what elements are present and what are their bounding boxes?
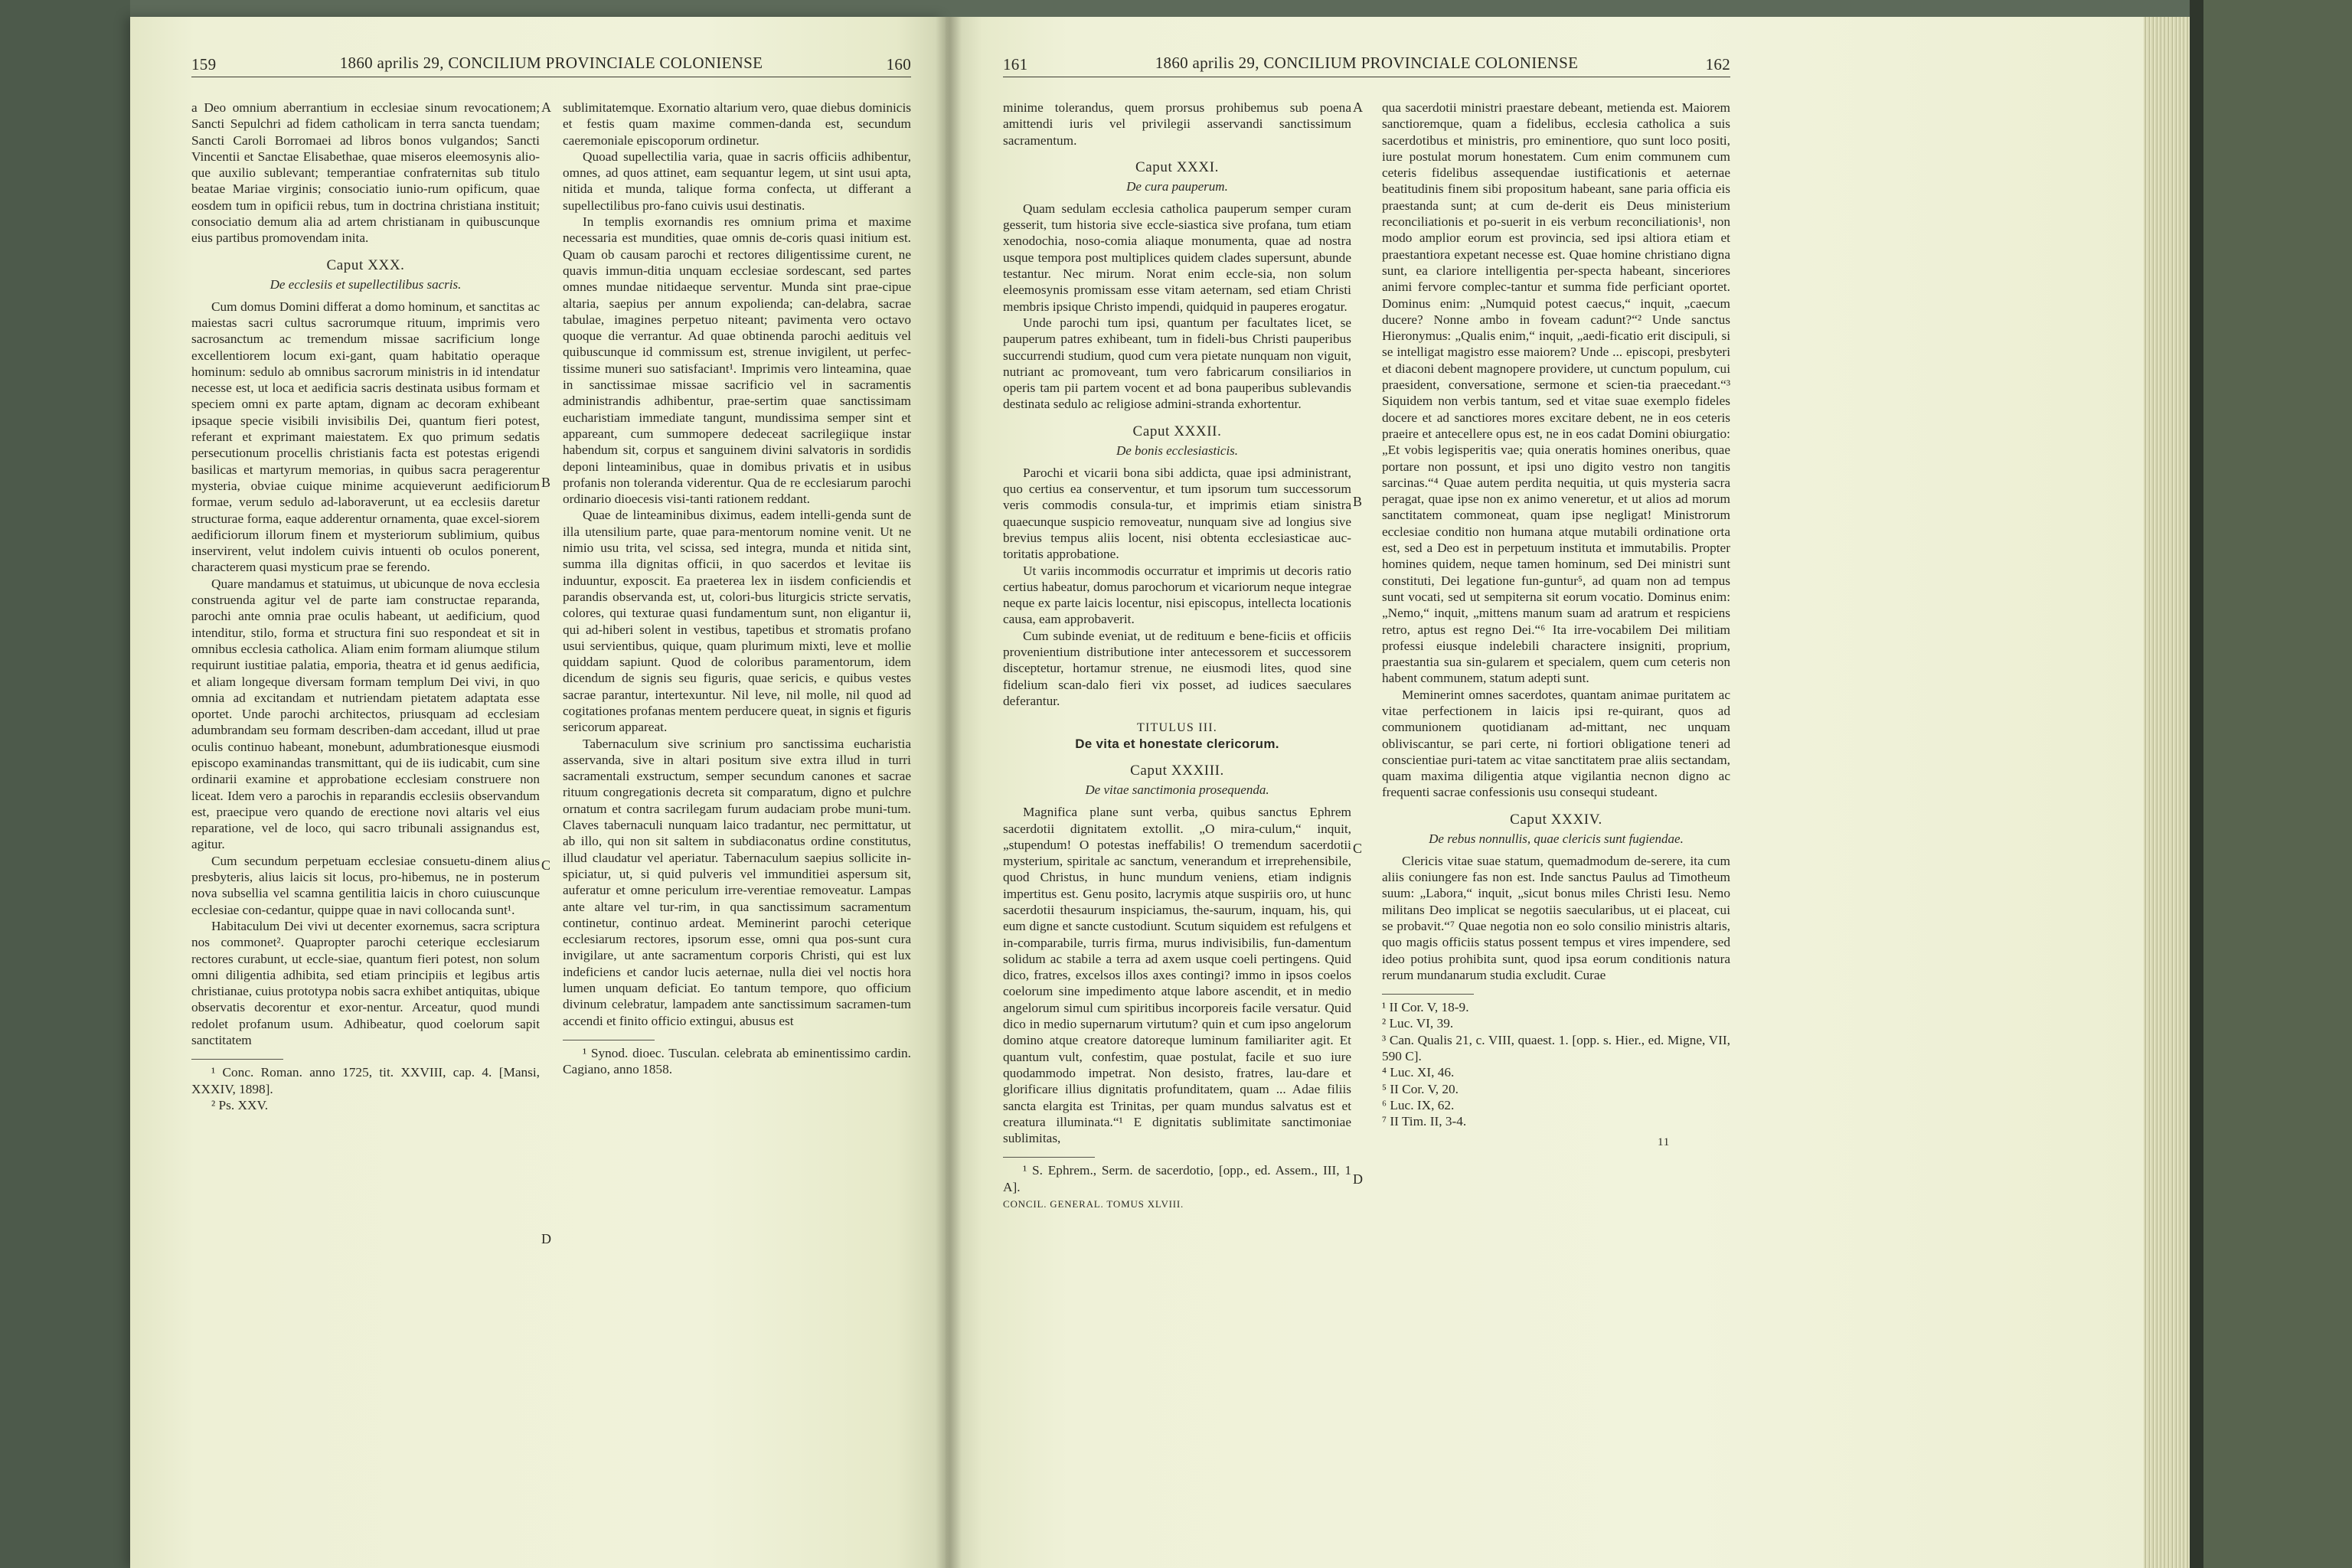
chapter-subtitle: De rebus nonnullis, quae clericis sunt fugiendae. bbox=[1429, 831, 1684, 846]
chapter-heading: Caput XXX. bbox=[326, 256, 405, 273]
paragraph: Quae de linteaminibus diximus, eadem intelli-genda sunt de illa utensilium parte, quae para-mentorum nomine venit. Ut ne nimio usu trita, vel scissa, sed integra, munda et nitida sint, summa illa dignitas officii, in quo sacerdos et levitae iis induuntur, exposcit. Ea praeterea lex in iisdem conficiendis et parandis observanda est, ut, colori-bus liturgicis stricte servatis, colores, qui texturae quasi fundamentum sunt, non eligantur ii, qui ad-hiberi solent in vestibus, tapetibus et stromatis profano usui servientibus, quique, quam plurimum mixti, leve et mollie quiddam sapiunt. Quod de coloribus paramentorum, idem dicendum de signis seu figuris, quae sericis, e quibus vestes sacrae parantur, intertexuntur. Nil leve, nil molle, nil quod ad cogitationes profanas mentem perducere queat, in signis et figuris sericorum appareat. bbox=[563, 508, 911, 735]
footnote: ² Ps. XXV. bbox=[211, 1097, 269, 1112]
margin-letter: C bbox=[541, 858, 551, 873]
paragraph: a Deo omnium aberrantium in ecclesiae sinum revocationem; Sancti Sepulchri ad fidem catholicam in terra sancta tuendam; Sancti Caroli Borromaei ad libros bonos vulgandos; Sancti Vincentii et Sanctae Elisabethae, quae miseros eleemosynis alio-que auxilio sublevant; temperantiae confraternitas sub titulo beatae Mariae virginis; consociatio iunio-rum opificum, quae eosdem tum in opificii rebus, tum in doctrina christiana instituit; consociatio demum alia ad artem christianam in quibuscunque eius partibus promovendam inita. bbox=[191, 100, 540, 246]
margin-letter: D bbox=[1353, 1171, 1363, 1187]
signature-line: CONCIL. GENERAL. TOMUS XLVIII. bbox=[1003, 1198, 1184, 1210]
margin-letter: C bbox=[1353, 841, 1363, 856]
paragraph: Magnifica plane sunt verba, quibus sanctus Ephrem sacerdotii dignitatem extollit. „O mira-culum,“ inquit, „stupendum! O potestas ineffabilis! O tremendum sacerdotii mysterium, spiritale ac sanctum, venerandum et irreprehensibile, quod Christus, in hunc mundum veniens, etiam indignis impertitus est. Genu posito, lacrymis atque suspiriis oro, ut hunc sacerdotii thesaurum inspiciamus, the-saurum, inquam, his, qui eum digne et sancte custodiunt. Scutum siquidem est refulgens et in-comparabile, turris firma, murus indivisibilis, fun-damentum solidum ac stabile a terra ad axem usque coeli pertingens. Quid dico, fratres, excelsos illos axes contingi? immo in ipsos coelos coelorum sine impedimento atque labore ascendit, et in medio angelorum simul cum spiritibus incorporeis facile versatur. Quid dico in medio supernarum virtutum? quin et cum ipso angelorum domino atque creatore datoreque luminum familiariter agit. Et quantum vult, confestim, quae postulat, facile et suo iure quodammodo impetrat. Non desisto, fratres, lau-dare et glorificare illius dignitatis profunditatem, quam ... Adae filiis sancta elargita est Trinitas, per quam mundus salvatus est et creatura illuminata.“¹ E dignitatis sublimitate sanctimoniae sublimitas, bbox=[1003, 805, 1351, 1146]
paragraph: Clericis vitae suae statum, quemadmodum de-serere, ita cum aliis coniungere fas non est. Inde sanctus Paulus ad Timotheum suum: „Labora,“ inquit, „sicut bonus miles Christi Iesu. Nemo militans Deo implicat se negotiis saecularibus, ut ei placeat, cui se probavit.“⁷ Quae negotia non eo solo consilio ministris altaris, quo magis officiis status possent tempus et vires impendere, sed ideo potius prohibita sunt, quod ipsa eorum conditionis natura rerum mundanarum studia excludit. Curae bbox=[1382, 853, 1730, 982]
book-gutter bbox=[936, 17, 962, 1568]
paragraph: Cum secundum perpetuam ecclesiae consuetu-dinem alius presbyteris, alius laicis sit locus, pro-hibemus, ne in posterum nova subsellia vel scamna gentilitia laicis in choro cuiuscunque ecclesiae con-cedantur, quippe quae in navi collocanda sunt¹. bbox=[191, 853, 540, 917]
column-162 bbox=[1382, 100, 1730, 1539]
right-page bbox=[1003, 46, 1730, 1547]
footnote-rule bbox=[1003, 1157, 1095, 1158]
margin-letter: D bbox=[541, 1231, 551, 1246]
footnote: ⁶ Luc. IX, 62. bbox=[1382, 1097, 1455, 1112]
paragraph: Habitaculum Dei vivi ut decenter exornemus, sacra scriptura nos commonet². Quapropter parochi ceterique ecclesiarum rectores curabunt, ut eccle-siae, quantum fieri potest, non solum omni diligentia adhibita, sed etiam principiis et legibus artis christianae, cuius prototypa nobis sacra exhibet antiquitas, ubique observatis decorentur et exor-nentur. Arceatur, quod mundi redolet profanum usum. Adhibeatur, quod coelorum sapit sanctitatem bbox=[191, 918, 540, 1048]
paragraph: minime tolerandus, quem prorsus prohibemus sub poena amittendi iuris vel privilegii asservandi sanctissimum sacramentum. bbox=[1003, 100, 1351, 148]
background-left bbox=[0, 0, 130, 1568]
paragraph: In templis exornandis res omnium prima et maxime necessaria est mundities, quae omnis de-coris quasi initium est. Quam ob causam parochi et rectores diligentissime curent, ne quavis immun-ditia unquam ecclesiae sordescant, sed partes omnes mundae nitidaeque serventur. Munda sint prae-cipue altaria, saepius per annum expolienda; can-delabra, sacrae tabulae, imagines perpetuo niteant; pavimenta vero octavo quoque die verrantur. Ad quae obtinenda parochi aedituis vel quibuscunque id commissum est, strenue invigilent, ut perfec-tissime muneri suo satisfaciant¹. Imprimis vero linteamina, quae in sanctissimae missae sacrificio vel in sacramentis administrandis adhibentur, prae-sertim quae sanctissimam eucharistiam immediate tangunt, mundissima semper sint et appareant, cum summopere dedeceat sacrilegiique instar habendum sit, corpus et sanguinem divini salvatoris in sordidis deponi linteaminibus, quae in domibus privatis et in usibus profanis non toleranda viderentur. Qua de re ecclesiarum parochi ordinario dioecesis visi-tanti rationem reddant. bbox=[563, 214, 911, 507]
paragraph: qua sacerdotii ministri praestare debeant, metienda est. Maiorem sanctioremque, quam a fidelibus, ecclesia catholica a suis sacerdotibus et ministris, pro eminentiore, quo sunt loco positi, iure postulat morum honestatem. Cum enim communem cum ceteris fidelibus assequendae iustificationis et aeternae beatitudinis finem sibi propositum habeant, sane paria officia eis praestanda sunt; at cum de-derit eis Deus ministerium reconciliationis et po-suerit in eis verbum reconciliationis¹, non modo amplior eorum est provincia, sed ipsi altiora etiam et praestantiora expetant necesse est. Quae homine christiano digna sunt, ea clariore intelligentia per-specta habeant, sinceriores animi fervore complec-tantur et summa fide perficiant oportet. Dominus enim: „Numquid potest caecus,“ inquit, „caecum ducere? Nonne ambo in foveam cadunt?“² Unde sanctus Hieronymus: „Qualis enim,“ inquit, „aedi-ficatio erit discipuli, si se intelligat magistro esse maiorem? Unde ... episcopi, presbyteri et diaconi debent magnopere providere, ut cunctum populum, cui praesident, conversatione, sermone et scien-tia praecedant.“³ Siquidem non verbis tantum, sed et vitae suae exemplo fideles docere et ad sanctiores mores excitare debent, ne in eos ceteris praeire et antecellere opus est, ne in eos cadat Domini obiurgatio: „Et vobis legisperitis vae; quia oneratis homines oneribus, quae portare non possunt, et ipsi uno digito vestro non tangitis sarcinas.“⁴ Quae autem perdita nequitia, ut quis mysteria sacra peragat, quae ipse non ex animo veneretur, et ut alios ad morum sanctitatem commoneat, quam ipse negligat! Ministrorum ecclesiae conditio non humana atque mutabili ordinatione orta est, sed a Deo est in perpetuum instituta et immutabilis. Propter homines quidem, neque tamen hominum, sed Dei ministri sunt constituti, Dei legatione fun-guntur⁵, ad quam non ad tempus sunt vocati, sed ut sempiterna sit eorum vocatio. Dominus enim: „Nemo,“ inquit, „mittens manum suam ad aratrum et respiciens retro, aptus est regno Dei.“⁶ Ita irre-vocabilem Dei militiam professi eiusque indelebili charactere insigniti, proprium, praestantia sua sin-gularem et specialem, quem cum ceteris non habent communem, statum adepti sunt. bbox=[1382, 100, 1730, 686]
running-title: 1860 aprilis 29, CONCILIUM PROVINCIALE COLONIENSE bbox=[1155, 54, 1579, 72]
paragraph: Cum domus Domini differat a domo hominum, et sanctitas ac maiestas sacri cultus sacrorumque rituum, imprimis vero sacrosanctum ac tremendum missae sacrificium longe excellentiorem locum exi-gant, quam habitatio operaque hominum: sedulo ab omnibus sacrorum ministris in id intendatur necesse est, ut loca et aedificia sacris destinata usibus formam et speciem omni ex parte aptam, dignam ac decoram exhibeant ipsaque specie visibili invisibilis Dei, quantum fieri potest, referant et exprimant maiestatem. Ex quo primum sedatis persecutionum procellis christianis facta est potestas erigendi basilicas et martyrum memorias, in quibus sacra peragerentur mysteria, obviae cuique minime acquieverunt aedificiorum formae, verum sedulo ad-laboraverunt, ut ea ecclesiis daretur structurae forma, eaque adderentur ornamenta, quae excel-siorem aedificiorum illorum finem et mysteriorum sublimium, quibus inservirent, velut indolem cuivis intuenti ob oculos ponerent, characterem quasi mysticum prae se ferendo. bbox=[191, 299, 540, 575]
chapter-heading: Caput XXXII. bbox=[1132, 423, 1222, 439]
running-title: 1860 aprilis 29, CONCILIUM PROVINCIALE COLONIENSE bbox=[339, 54, 763, 72]
paragraph: Meminerint omnes sacerdotes, quantam animae puritatem ac vitae perfectionem in laicis ipsi re-quirant, quos ad communionem quotidianam ad-mittant, nec unquam obliviscantur, se pari certe, ni fortiori obligatione teneri ad conscientiae puri-tatem ac vitae sanctitatem prae aliis sectandam, quam maxima diligentia atque vigilantia necnon digno ac frequenti sacrae confessionis usu consequi studeant. bbox=[1382, 687, 1730, 800]
footnote: ⁴ Luc. XI, 46. bbox=[1382, 1065, 1455, 1080]
paragraph: Quam sedulam ecclesia catholica pauperum semper curam gesserit, tum historia sive eccle-siastica sive profana, tum etiam xenodochia, noso-comia aliaque monumenta, quae ad nostra usque tempora post multiplices quidem clades supersunt, abunde testantur. Nec mirum. Norat enim eccle-sia, non solum eleemosynis promissam esse vitam aeternam, sed etiam Christi membris ipsique Christo impendi, quidquid in pauperes erogatur. bbox=[1003, 201, 1351, 314]
chapter-subtitle: De ecclesiis et supellectilibus sacris. bbox=[270, 276, 462, 292]
footnote: ¹ S. Ephrem., Serm. de sacerdotio, [opp., ed. Assem., III, 1 A]. bbox=[1003, 1163, 1351, 1194]
left-page bbox=[191, 46, 911, 1547]
page-number-161: 161 bbox=[1003, 55, 1028, 74]
chapter-subtitle: De cura pauperum. bbox=[1126, 178, 1228, 194]
footnote: ² Luc. VI, 39. bbox=[1382, 1016, 1454, 1031]
footnote: ¹ Conc. Roman. anno 1725, tit. XXVIII, cap. 4. [Mansi, XXXIV, 1898]. bbox=[191, 1065, 540, 1096]
running-head-right bbox=[1003, 46, 1730, 77]
paragraph: Cum subinde eveniat, ut de redituum e bene-ficiis et officiis provenientium distributione inter antecessorem et successorem disceptetur, hortamur strenue, ne eiusmodi lites, quod sine fidelium scan-dalo fieri vix posset, ad iudices saeculares deferantur. bbox=[1003, 628, 1351, 708]
titulus-heading: TITULUS III. bbox=[1136, 721, 1218, 735]
running-head-left bbox=[191, 46, 911, 77]
titulus-subtitle: De vita et honestate clericorum. bbox=[1075, 737, 1279, 752]
page-number-159: 159 bbox=[191, 55, 217, 74]
chapter-heading: Caput XXXIV. bbox=[1510, 811, 1602, 828]
footnote-rule bbox=[1382, 994, 1474, 995]
footnote: ¹ II Cor. V, 18-9. bbox=[1382, 1000, 1469, 1015]
column-161 bbox=[1003, 100, 1351, 1539]
paragraph: Tabernaculum sive scrinium pro sanctissima eucharistia asservanda, sive in altari positum sive extra illud in turri sacramentali exstructum, semper secundum canones et sacrae rituum congregationis decreta sit comparatum, digno et pulchre ornatum et contra sacrilegam furum audaciam probe muni-tum. Claves tabernaculi nunquam laico tradantur, nec permittatur, ut ab illo, qui non sit saltem in subdiaconatus ordine constitutus, illud claudatur vel aperiatur. Tabernaculum saepius sollicite in-spiciatur, ut, si quid pulveris vel immunditiei aspersum sit, auferatur et omne periculum irre-verentiae removeatur. Lampas ante altare vel tur-rim, in qua sanctissimum sacramentum continetur, continuo ardeat. Meminerint parochi ceterique ecclesiarum rectores, ipsorum esse, omni qua pos-sunt cura invigilare, ut ante sacramentum corporis Christi, qui est lux indeficiens et candor lucis aeternae, nulla diei vel noctis hora lumen unquam deficiat. Eo tantum tempore, quo officium divinum celebratur, lampadem ante sanctissimum sacramen-tum accendi et finito officio extingui, abusus est bbox=[563, 736, 911, 1028]
chapter-heading: Caput XXXIII. bbox=[1130, 763, 1224, 779]
margin-letter: B bbox=[1353, 494, 1363, 509]
chapter-subtitle: De bonis ecclesiasticis. bbox=[1116, 443, 1239, 458]
footnote: ⁵ II Cor. V, 20. bbox=[1382, 1081, 1459, 1096]
margin-letters bbox=[1353, 100, 1365, 1539]
column-159 bbox=[191, 100, 540, 1539]
footnote-rule bbox=[191, 1059, 283, 1060]
margin-letter: A bbox=[541, 100, 551, 115]
margin-letter: A bbox=[1353, 100, 1363, 115]
book-cover-edge bbox=[2190, 0, 2352, 1568]
chapter-heading: Caput XXXI. bbox=[1135, 158, 1219, 175]
paragraph: Ut variis incommodis occurratur et imprimis ut decoris ratio certius habeatur, domus parochorum et vicariorum neque integrae neque ex parte laicis locentur, nisi episcopus, intellecta locationis causa, eam approbaverit. bbox=[1003, 563, 1351, 627]
margin-letters bbox=[541, 100, 554, 1539]
column-160 bbox=[563, 100, 911, 1539]
paragraph: Parochi et vicarii bona sibi addicta, quae ipsi administrant, quo certius ea conserventur, et tum ipsorum tum successorum veris commodis consula-tur, et imprimis etiam sinistra quaecunque suspicio removeatur, nunquam sive ad longius sive brevius tempus aliis locent, nisi obtenta ecclesiasticae auc-toritatis approbatione. bbox=[1003, 465, 1351, 562]
paragraph: Quoad supellectilia varia, quae in sacris officiis adhibentur, omnes, ad quos attinet, eam sequantur legem, ut sint usui apta, nitida et munda, talique forma confecta, ut differant a supellectilibus pro-fano cuivis usui destinatis. bbox=[563, 149, 911, 213]
page-number-162: 162 bbox=[1705, 55, 1730, 74]
paragraph: Unde parochi tum ipsi, quantum per facultates licet, se pauperum patres exhibeant, tum in fideli-bus Christi pauperibus succurrendi studium, quod cum vera pietate nunquam non viguit, nutriant ac promoveant, tum vero fabricarum consiliarios in operis tam pii partem vocent et ad bona pauperibus sublevandis destinata sedulo ac religiose admini-stranda exhortentur. bbox=[1003, 315, 1351, 412]
footnote: ⁷ II Tim. II, 3-4. bbox=[1382, 1114, 1467, 1129]
chapter-subtitle: De vitae sanctimonia prosequenda. bbox=[1085, 782, 1269, 798]
paragraph: sublimitatemque. Exornatio altarium vero, quae diebus dominicis et festis quam maxime commen-danda est, secundum caeremoniale episcoporum ordinetur. bbox=[563, 100, 911, 148]
page-number-160: 160 bbox=[886, 55, 911, 74]
page-edges bbox=[2144, 17, 2190, 1568]
margin-letter: B bbox=[541, 475, 551, 490]
signature-number: 11 bbox=[1658, 1135, 1671, 1148]
footnote: ¹ Synod. dioec. Tusculan. celebrata ab eminentissimo cardin. Cagiano, anno 1858. bbox=[563, 1045, 911, 1077]
footnote: ³ Can. Qualis 21, c. VIII, quaest. 1. [opp. s. Hier., ed. Migne, VII, 590 C]. bbox=[1382, 1032, 1730, 1064]
paragraph: Quare mandamus et statuimus, ut ubicunque de nova ecclesia construenda agitur vel de parte iam constructae reparanda, parochi ante omnia prae oculis habeant, ut aedificium, quod intenditur, stilo, forma et structura fini suo respondeat et sit in omnibus ecclesia catholica. Aliam enim formam aliumque stilum requirunt iustitiae palatia, emporia, theatra et id genus aedificia, et aliam longeque diversam formam templum Dei vivi, in quo omnia ad excitandam et nutriendam pietatem adaptata esse oportet. Unde parochi architectos, priusquam ad ecclesiam adumbrandam seu formam describen-dam accedant, illud ut prae oculis continuo habeant, monebunt, adumbrationesque eiusmodi episcopo examinandas transmittant, qui de iis iudicabit, cum sine ordinarii examine et approbatione ecclesiam construere non liceat. Idem vero a parochis in reparandis ecclesiis observandum est, praecipue vero quando de erectione novi altaris vel eius reparatione, vel de loco, qui sacro tribunali assignandus est, agitur. bbox=[191, 576, 540, 852]
